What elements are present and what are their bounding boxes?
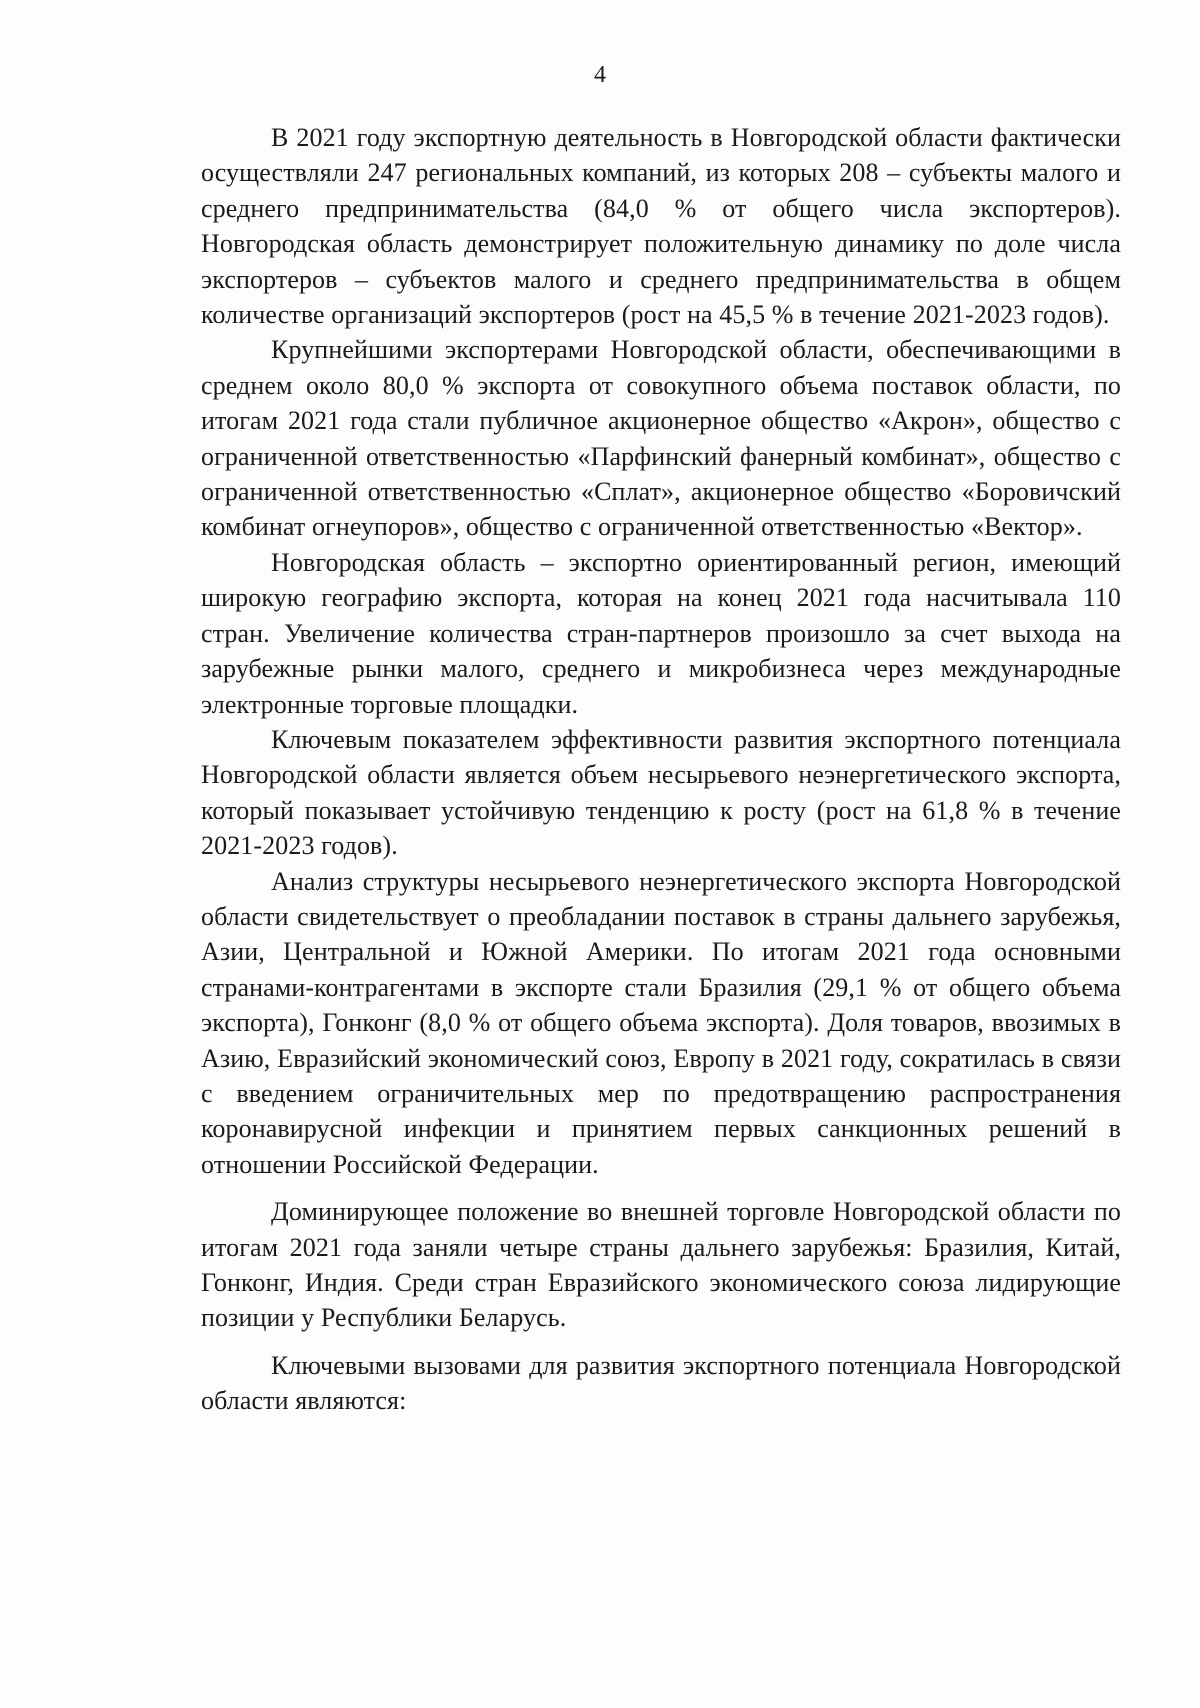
paragraph-largest-exporters: Крупнейшими экспортерами Новгородской области, обеспечивающими в среднем около 80,0 % экспорта от совокупного объема поставок области, по итогам 2021 года стали публичное акционерное общество «Акрон», общество с ограниченной ответственностью «Парфинский фанерный комбинат», общество с ограниченной ответственностью «Сплат», акционерное общество «Боровичский комбинат огнеупоров», общество с ограниченной ответственностью «Вектор». (201, 335, 1121, 542)
page-number: 4 (594, 62, 606, 88)
document-body (201, 120, 1121, 1419)
paragraph-exporters-count: В 2021 году экспортную деятельность в Новгородской области фактически осуществляли 247 региональных компаний, из которых 208 – субъекты малого и среднего предпринимательства (84,0 % от общего числа экспортеров). Новгородская область демонстрирует положительную динамику по доле числа экспортеров – субъектов малого и среднего предпринимательства в общем количестве организаций экспортеров (рост на 45,5 % в течение 2021-2023 годов). (201, 123, 1121, 330)
paragraph-dominant-countries: Доминирующее положение во внешней торговле Новгородской области по итогам 2021 года заняли четыре страны дальнего зарубежья: Бразилия, Китай, Гонконг, Индия. Среди стран Евразийского экономического союза лидирующие позиции у Республики Беларусь. (201, 1197, 1121, 1333)
paragraph-export-geography: Новгородская область – экспортно ориентированный регион, имеющий широкую географию экспорта, которая на конец 2021 года насчитывала 110 стран. Увеличение количества стран-партнеров произошло за счет выхода на зарубежные рынки малого, среднего и микробизнеса через международные электронные торговые площадки. (201, 547, 1121, 719)
paragraph-key-challenges: Ключевыми вызовами для развития экспортного потенциала Новгородской области являются: (201, 1350, 1121, 1416)
paragraph-key-indicator: Ключевым показателем эффективности развития экспортного потенциала Новгородской области является объем несырьевого неэнергетического экспорта, который показывает устойчивую тенденцию к росту (рост на 61,8 % в течение 2021-2023 годов). (201, 724, 1121, 861)
paragraph-export-structure: Анализ структуры несырьевого неэнергетического экспорта Новгородской области свидетельствует о преобладании поставок в страны дальнего зарубежья, Азии, Центральной и Южной Америки. По итогам 2021 года основными странами-контрагентами в экспорте стали Бразилия (29,1 % от общего объема экспорта), Гонконг (8,0 % от общего объема экспорта). Доля товаров, ввозимых в Азию, Евразийский экономический союз, Европу в 2021 году, сократилась в связи с введением ограничительных мер по предотвращению распространения коронавирусной инфекции и принятием первых санкционных решений в отношении Российской Федерации. (201, 866, 1121, 1179)
